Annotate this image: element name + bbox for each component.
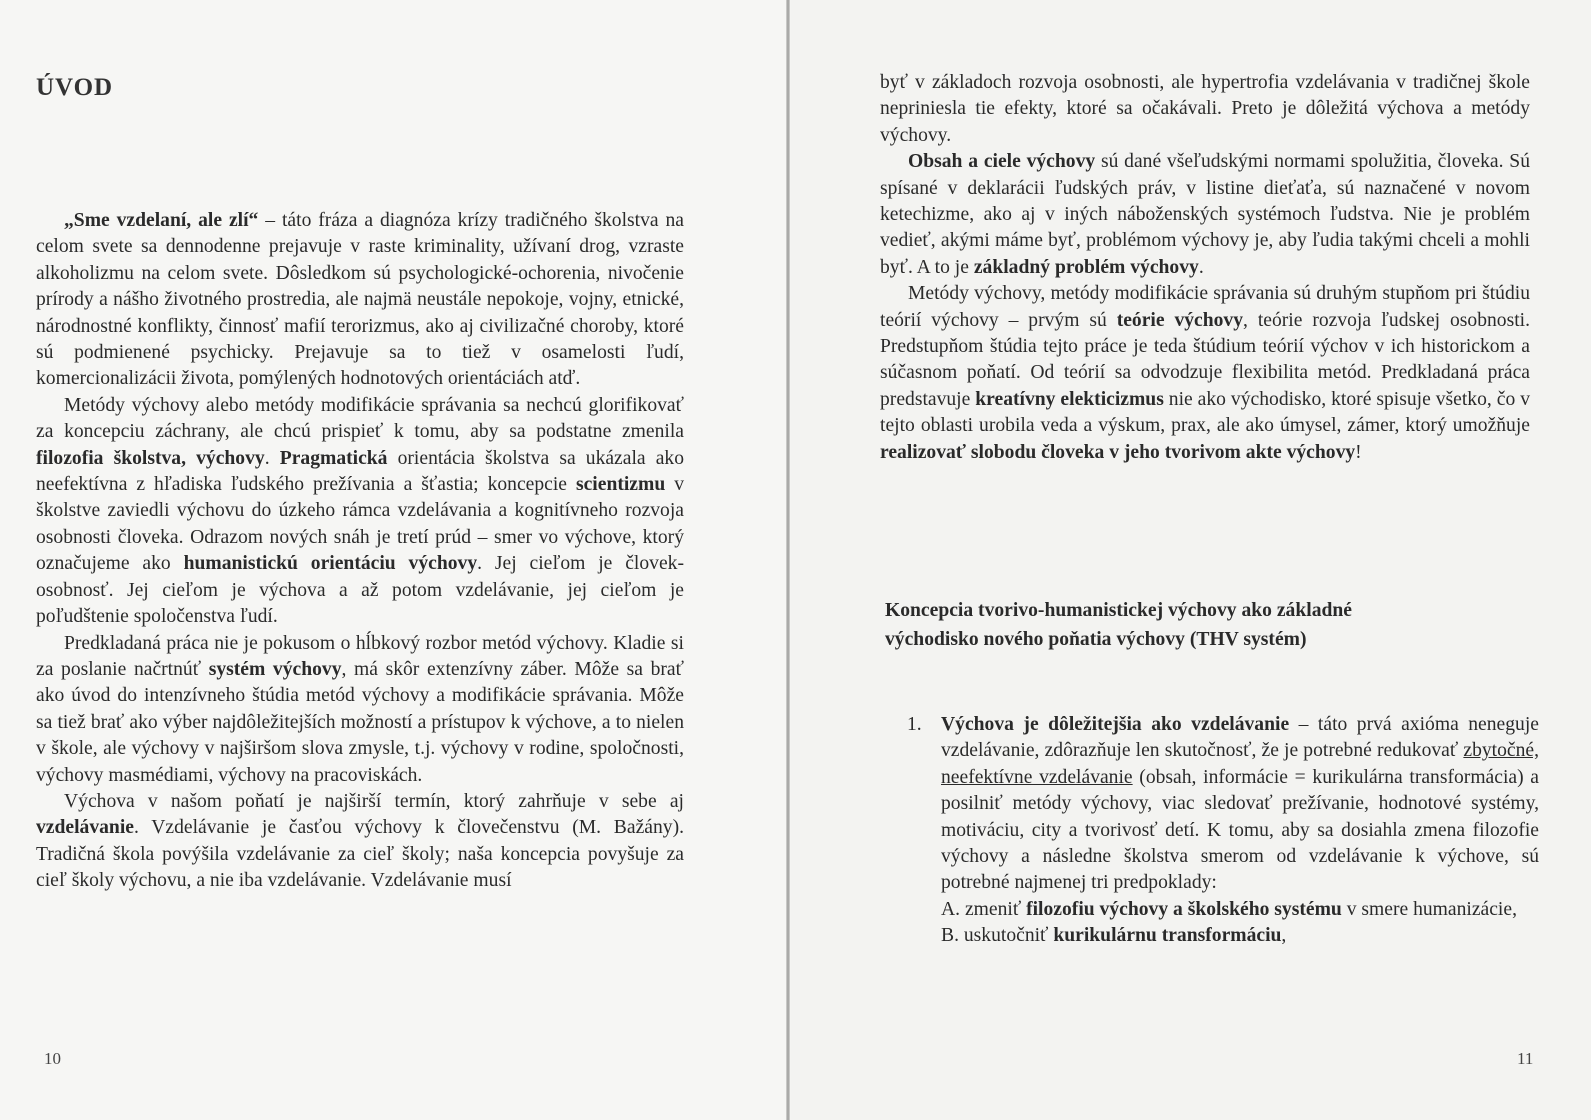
text-run: nie ako východisko, ktoré spisuje všetko, čo v tejto oblasti urobila veda a výskum, prax, ale ako úmysel, zámer, ktorý umožňuje <box>880 388 1530 437</box>
text-run: v smere humanizácie, <box>1341 898 1517 920</box>
paragraph <box>880 149 1530 281</box>
text-run: . Vzdelávanie je časťou výchovy k človečenstvu (M. Bažány). Tradičná škola povýšila vzdelávanie za cieľ školy; naša koncepcia povyšuje za cieľ školy výchovu, a nie iba vzdelávanie. Vzdelávanie musí <box>36 817 684 892</box>
text-run: , má skôr extenzívny záber. Môže sa brať ako úvod do intenzívneho štúdia metód výchovy a modifikácie správania. Môže sa tiež brať ako výber najdôležitejších možností a prístupov k výchove, a to nielen v škole, ale výchovy v najširšom slova zmysle, t.j. výchovy v rodine, spoločnosti, výchovy masmédiami, výchovy na pracoviskách. <box>36 658 684 786</box>
text-run: (obsah, informácie = kurikulárna transformácia) a posilniť metódy výchovy, viac sledovať prežívanie, hodnotové systémy, motiváciu, city a tvorivosť detí. K tomu, aby sa dosiahla zmena filozofie výchovy a následne školstva smerom od vzdelávanie k výchove, sú potrebné najmenej tri predpoklady: <box>941 766 1539 894</box>
paragraph <box>36 393 684 631</box>
section-title-line: východisko nového poňatia výchovy (THV systém) <box>885 629 1307 650</box>
text-run: . <box>1198 256 1204 278</box>
text-run: , <box>1281 925 1287 947</box>
bold-quote: „Sme vzdelaní, ale zlí“ <box>64 210 259 231</box>
text-run: ! <box>1355 441 1362 463</box>
underlined-text: zbytočné, neefektívne vzdelávanie <box>941 740 1539 788</box>
list-number: 1. <box>907 714 922 735</box>
text-run: Výchova v našom poňatí je najširší termín, ktorý zahrňuje v sebe aj <box>64 790 684 812</box>
bold-term: Výchova je dôležitejšia ako vzdelávanie <box>941 714 1290 735</box>
list-item <box>941 712 1539 897</box>
page-number: 10 <box>44 1049 61 1068</box>
right-page <box>791 0 1591 1120</box>
paragraph <box>36 789 684 895</box>
section-title <box>885 596 1445 654</box>
text-run: Metódy výchovy alebo metódy modifikácie správania sa nechcú glorifikovať za koncepciu záchrany, ale chcú prispieť k tomu, aby sa podstatne zmenila <box>36 394 684 443</box>
text-run: A. zmeniť <box>941 898 1027 920</box>
bold-term: humanistickú orientáciu výchovy <box>183 553 478 575</box>
section-title-line: Koncepcia tvorivo-humanistickej výchovy ako základné <box>885 600 1352 621</box>
text-run: – táto prvá axióma nenegujе vzdelávanie, zdôrazňuje len skutočnosť, že je potrebné redukovať <box>941 714 1539 762</box>
paragraph: byť v základoch rozvoja osobnosti, ale hypertrofia vzdelávania v tradičnej škole nepriniesla tie efekty, ktoré sa očakávali. Preto je dôležitá výchova a metódy výchovy. <box>880 72 1530 146</box>
numbered-list <box>907 712 1539 950</box>
text-run: sú dané všeľudskými normami spolužitia, človeka. Sú spísané v deklarácii ľudských práv, v listine dieťaťa, sú naznačené v novom ketechizme, ako aj v iných náboženských systémoch ľudstva. Nie je problém vedieť, akými máme byť, problémom výchovy je, aby ľudia takými chceli a mohli byť. A to je <box>880 151 1530 278</box>
bold-term: filozofia školstva, výchovy <box>36 447 265 469</box>
bold-term: realizovať slobodu človeka v jeho tvorivom akte výchovy <box>880 441 1356 463</box>
chapter-heading: ÚVOD <box>36 74 114 101</box>
text-run: Metódy výchovy, metódy modifikácie správania sú druhým stupňom pri štúdiu teórií výchovy – prvým sú <box>880 283 1530 331</box>
bold-term: scientizmu <box>575 474 666 496</box>
left-page <box>0 0 788 1120</box>
bold-term: vzdelávanie <box>36 817 134 839</box>
text-run: , teórie rozvoja ľudskej osobnosti. Predstupňom štúdia tejto práce je teda štúdium teórií výchov v ich historickom a súčasnom poňatí. Od teórií sa odvodzuje flexibilita metód. Predkladaná práca predstavuje <box>880 309 1531 410</box>
bold-term: filozofiu výchovy a školského systému <box>1026 898 1342 920</box>
bold-term: Pragmatická <box>279 447 388 469</box>
bold-term: teórie výchovy <box>1116 309 1244 331</box>
bold-term: kurikulárnu transformáciu <box>1053 925 1282 947</box>
right-page-body <box>880 70 1530 466</box>
paragraph <box>880 281 1530 466</box>
page-number: 11 <box>1517 1049 1534 1068</box>
paragraph <box>36 208 684 393</box>
text-run: v školstve zaviedli výchovu do úzkeho rámca vzdelávania a kognitívneho rozvoja osobnosti človeka. Odrazom nových snáh je tretí prúd – smer vo výchove, ktorý označujeme ako <box>36 474 685 575</box>
sub-item-a <box>941 897 1539 923</box>
sub-item-b <box>941 923 1539 949</box>
paragraph <box>36 631 684 789</box>
bold-term: základný problém výchovy <box>973 256 1199 278</box>
text-run: B. uskutočniť <box>941 925 1054 947</box>
text-run: . <box>264 447 280 469</box>
text-run: – táto fráza a diagnóza krízy tradičného školstva na celom svete sa dennodenne prejavuje v raste kriminality, užívaní drog, vzraste alkoholizmu na celom svete. Dôsledkom sú psychologické-ochorenia, nivočenie prírody a nášho životného prostredia, ale najmä neustále nepokoje, vojny, etnické, národnostné konflikty, činnosť mafií terorizmus, ako aj civilizačné choroby, ktoré sú podmienené psychicky. Prejavuje sa to tiež v osamelosti ľudí, komercionalizácii života, pomýlených hodnotových orientáciách atď. <box>36 210 685 390</box>
bold-term: systém výchovy <box>208 658 342 680</box>
text-run: Predkladaná práca nie je pokusom o hĺbkový rozbor metód výchovy. Kladie si za poslanie načrtnúť <box>36 632 684 680</box>
book-gutter <box>786 0 790 1120</box>
bold-term: kreatívny elekticizmus <box>975 388 1164 410</box>
left-page-body <box>36 208 684 895</box>
bold-term: Obsah a ciele výchovy <box>908 151 1096 173</box>
text-run: . Jej cieľom je človek-osobnosť. Jej cieľom je výchova a až potom vzdelávanie, jej cieľom je poľudštenie spoločenstva ľudí. <box>36 553 684 628</box>
text-run: orientácia školstva sa ukázala ako neefektívna z hľadiska ľudského prežívania a šťastia; koncepcie <box>36 447 685 496</box>
